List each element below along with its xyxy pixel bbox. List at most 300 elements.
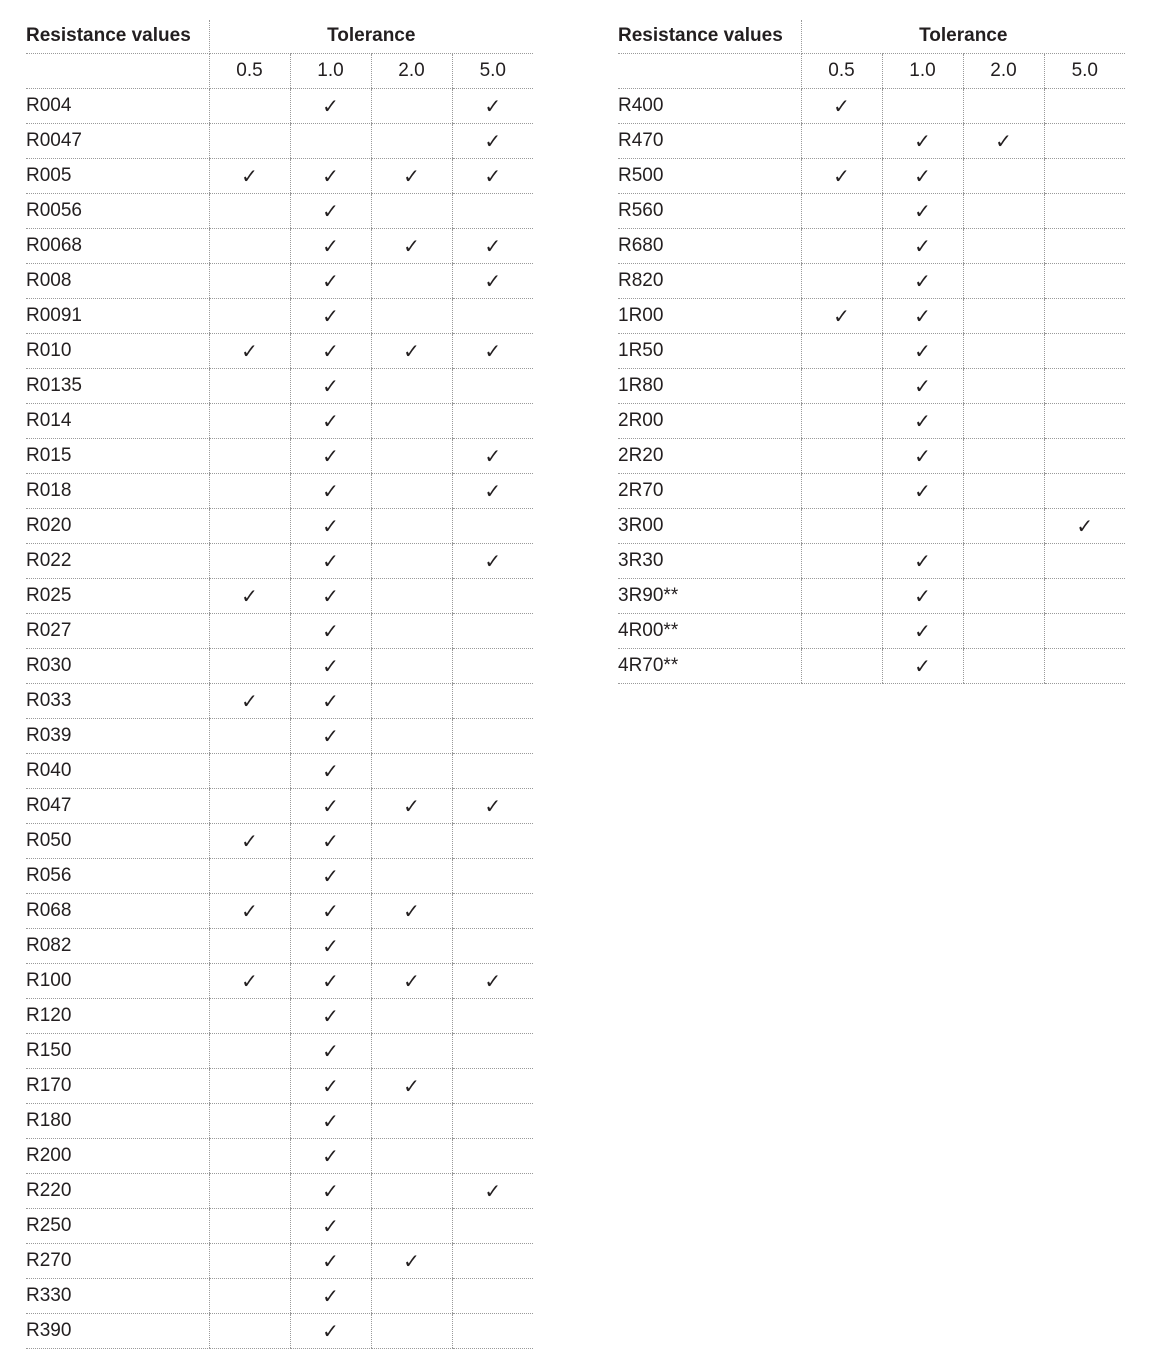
checkmark-icon: ✓ [290,1138,371,1173]
empty-cell [963,368,1044,403]
checkmark-icon: ✓ [290,333,371,368]
empty-cell [452,823,533,858]
checkmark-icon: ✓ [290,718,371,753]
empty-cell [209,788,290,823]
empty-cell [1044,403,1125,438]
empty-cell [209,1278,290,1313]
empty-cell [209,613,290,648]
empty-cell [801,438,882,473]
empty-cell [209,648,290,683]
checkmark-icon: ✓ [290,613,371,648]
checkmark-icon: ✓ [371,788,452,823]
empty-cell [1044,578,1125,613]
empty-cell [452,998,533,1033]
empty-cell [371,753,452,788]
table-row [26,473,533,508]
empty-cell [1044,543,1125,578]
table-row [26,333,533,368]
resistance-value-cell: R0068 [26,228,209,263]
empty-cell [371,683,452,718]
empty-cell [882,88,963,123]
resistance-value-cell: 2R20 [618,438,801,473]
checkmark-icon: ✓ [371,893,452,928]
empty-cell [371,123,452,158]
empty-cell [1044,123,1125,158]
table-row [618,578,1125,613]
resistance-value-cell: R180 [26,1103,209,1138]
empty-cell [452,648,533,683]
empty-cell [801,508,882,543]
empty-cell [1044,298,1125,333]
left-table-body [26,88,533,1348]
empty-cell [371,1173,452,1208]
checkmark-icon: ✓ [290,1068,371,1103]
table-row [618,228,1125,263]
empty-cell [371,1138,452,1173]
right-table-body [618,88,1125,683]
empty-cell [452,1243,533,1278]
resistance-value-cell: R500 [618,158,801,193]
empty-cell [801,228,882,263]
checkmark-icon: ✓ [290,683,371,718]
resistance-value-cell: R270 [26,1243,209,1278]
resistance-value-cell: R056 [26,858,209,893]
table-row [618,158,1125,193]
empty-cell [963,473,1044,508]
checkmark-icon: ✓ [882,473,963,508]
table-row [618,543,1125,578]
empty-cell [209,508,290,543]
checkmark-icon: ✓ [290,823,371,858]
empty-cell [290,123,371,158]
resistance-value-cell: R200 [26,1138,209,1173]
checkmark-icon: ✓ [290,963,371,998]
checkmark-icon: ✓ [371,228,452,263]
empty-cell [1044,613,1125,648]
empty-cell [452,1033,533,1068]
resistance-value-cell: R220 [26,1173,209,1208]
table-row [26,578,533,613]
resistance-value-cell: R030 [26,648,209,683]
tolerance-col-1-0: 1.0 [290,53,371,88]
empty-cell [209,1313,290,1348]
empty-cell [209,998,290,1033]
resistance-value-cell: R820 [618,263,801,298]
table-row [26,1243,533,1278]
resistance-value-cell: R015 [26,438,209,473]
table-row [26,193,533,228]
table-row [26,298,533,333]
empty-cell [452,1313,533,1348]
empty-cell [371,1033,452,1068]
table-row [618,298,1125,333]
empty-cell [209,1208,290,1243]
checkmark-icon: ✓ [371,158,452,193]
checkmark-icon: ✓ [290,1103,371,1138]
checkmark-icon: ✓ [452,963,533,998]
empty-cell [452,858,533,893]
checkmark-icon: ✓ [882,298,963,333]
empty-cell [801,123,882,158]
resistance-value-cell: R400 [618,88,801,123]
empty-cell [371,858,452,893]
table-row [26,648,533,683]
resistance-value-cell: R027 [26,613,209,648]
checkmark-icon: ✓ [290,438,371,473]
tolerance-col-5-0: 5.0 [1044,53,1125,88]
resistance-value-cell: R0091 [26,298,209,333]
tolerance-col-0-5: 0.5 [801,53,882,88]
empty-cell [452,298,533,333]
resistance-value-cell: 2R70 [618,473,801,508]
table-row [618,648,1125,683]
checkmark-icon: ✓ [209,333,290,368]
empty-cell [209,1033,290,1068]
tolerance-col-1-0: 1.0 [882,53,963,88]
empty-cell [209,1068,290,1103]
resistance-value-cell: R008 [26,263,209,298]
resistance-value-cell: 2R00 [618,403,801,438]
empty-cell [371,473,452,508]
empty-cell [801,263,882,298]
table-row [26,858,533,893]
empty-cell [963,263,1044,298]
resistance-value-cell: R068 [26,893,209,928]
empty-cell [1044,648,1125,683]
resistance-value-cell: R0135 [26,368,209,403]
empty-cell [963,333,1044,368]
empty-cell [801,403,882,438]
empty-cell [452,718,533,753]
empty-cell [371,508,452,543]
empty-cell [371,438,452,473]
empty-cell [801,193,882,228]
empty-cell [209,718,290,753]
empty-cell [963,193,1044,228]
tolerance-col-2-0: 2.0 [371,53,452,88]
resistance-value-cell: R170 [26,1068,209,1103]
empty-cell [801,613,882,648]
checkmark-icon: ✓ [882,648,963,683]
empty-cell [452,403,533,438]
empty-cell [452,613,533,648]
checkmark-icon: ✓ [290,473,371,508]
table-row [26,158,533,193]
resistance-value-cell: R330 [26,1278,209,1313]
checkmark-icon: ✓ [882,333,963,368]
checkmark-icon: ✓ [209,823,290,858]
checkmark-icon: ✓ [290,1313,371,1348]
resistance-values-header: Resistance values [26,20,209,53]
empty-cell [801,648,882,683]
checkmark-icon: ✓ [290,1173,371,1208]
table-row [26,1313,533,1348]
checkmark-icon: ✓ [290,88,371,123]
checkmark-icon: ✓ [290,403,371,438]
blank-subheader [26,53,209,88]
checkmark-icon: ✓ [882,578,963,613]
empty-cell [801,543,882,578]
checkmark-icon: ✓ [290,788,371,823]
empty-cell [801,333,882,368]
empty-cell [1044,228,1125,263]
empty-cell [209,123,290,158]
resistance-value-cell: R680 [618,228,801,263]
checkmark-icon: ✓ [882,368,963,403]
table-row [26,88,533,123]
empty-cell [452,578,533,613]
checkmark-icon: ✓ [209,158,290,193]
blank-subheader [618,53,801,88]
checkmark-icon: ✓ [882,403,963,438]
checkmark-icon: ✓ [452,438,533,473]
empty-cell [1044,473,1125,508]
empty-cell [801,473,882,508]
resistance-value-cell: R560 [618,193,801,228]
checkmark-icon: ✓ [290,1243,371,1278]
empty-cell [371,648,452,683]
checkmark-icon: ✓ [290,648,371,683]
empty-cell [1044,193,1125,228]
resistance-value-cell: R0047 [26,123,209,158]
empty-cell [209,263,290,298]
checkmark-icon: ✓ [801,158,882,193]
table-row [26,753,533,788]
empty-cell [1044,158,1125,193]
checkmark-icon: ✓ [290,508,371,543]
table-row [26,123,533,158]
resistance-value-cell: R014 [26,403,209,438]
tolerance-subheader-row [26,53,533,88]
checkmark-icon: ✓ [452,473,533,508]
table-row [618,263,1125,298]
empty-cell [371,718,452,753]
checkmark-icon: ✓ [371,1068,452,1103]
table-row [26,438,533,473]
table-row [26,1103,533,1138]
empty-cell [371,263,452,298]
checkmark-icon: ✓ [209,893,290,928]
empty-cell [963,88,1044,123]
table-row [618,403,1125,438]
empty-cell [963,228,1044,263]
empty-cell [209,228,290,263]
table-row [618,88,1125,123]
resistance-value-cell: R150 [26,1033,209,1068]
empty-cell [452,1278,533,1313]
resistance-value-cell: R020 [26,508,209,543]
resistance-value-cell: R018 [26,473,209,508]
tolerance-header: Tolerance [209,20,533,53]
empty-cell [452,508,533,543]
table-row [618,123,1125,158]
empty-cell [371,1208,452,1243]
table-row [26,543,533,578]
checkmark-icon: ✓ [290,368,371,403]
empty-cell [371,823,452,858]
empty-cell [209,473,290,508]
table-row [26,1138,533,1173]
checkmark-icon: ✓ [290,193,371,228]
checkmark-icon: ✓ [452,788,533,823]
tolerance-col-0-5: 0.5 [209,53,290,88]
empty-cell [209,193,290,228]
table-row [26,998,533,1033]
checkmark-icon: ✓ [290,578,371,613]
checkmark-icon: ✓ [882,613,963,648]
empty-cell [371,298,452,333]
right-resistance-table [618,20,1125,684]
resistance-value-cell: R100 [26,963,209,998]
table-row [618,473,1125,508]
checkmark-icon: ✓ [882,228,963,263]
empty-cell [452,1068,533,1103]
checkmark-icon: ✓ [290,263,371,298]
resistance-value-cell: R005 [26,158,209,193]
empty-cell [371,998,452,1033]
empty-cell [209,1138,290,1173]
empty-cell [452,683,533,718]
resistance-value-cell: R050 [26,823,209,858]
tolerance-header: Tolerance [801,20,1125,53]
empty-cell [963,613,1044,648]
empty-cell [209,753,290,788]
table-row [26,1033,533,1068]
empty-cell [371,88,452,123]
table-row [618,333,1125,368]
empty-cell [452,368,533,403]
table-row [26,718,533,753]
empty-cell [371,368,452,403]
empty-cell [963,578,1044,613]
table-row [26,823,533,858]
checkmark-icon: ✓ [209,683,290,718]
table-row [26,1068,533,1103]
checkmark-icon: ✓ [290,858,371,893]
empty-cell [209,543,290,578]
empty-cell [963,508,1044,543]
resistance-value-cell: R033 [26,683,209,718]
checkmark-icon: ✓ [882,263,963,298]
empty-cell [963,158,1044,193]
resistance-value-cell: R082 [26,928,209,963]
checkmark-icon: ✓ [452,263,533,298]
table-row [26,683,533,718]
empty-cell [452,1103,533,1138]
empty-cell [1044,88,1125,123]
empty-cell [209,858,290,893]
resistance-value-cell: R047 [26,788,209,823]
resistance-value-cell: R010 [26,333,209,368]
table-row [618,438,1125,473]
resistance-value-cell: R039 [26,718,209,753]
empty-cell [882,508,963,543]
resistance-value-cell: 4R70** [618,648,801,683]
resistance-values-header: Resistance values [618,20,801,53]
tolerance-col-5-0: 5.0 [452,53,533,88]
resistance-value-cell: R390 [26,1313,209,1348]
checkmark-icon: ✓ [1044,508,1125,543]
empty-cell [1044,263,1125,298]
resistance-value-cell: R025 [26,578,209,613]
empty-cell [371,1313,452,1348]
checkmark-icon: ✓ [452,543,533,578]
empty-cell [371,403,452,438]
empty-cell [1044,333,1125,368]
resistance-value-cell: 1R50 [618,333,801,368]
checkmark-icon: ✓ [963,123,1044,158]
checkmark-icon: ✓ [209,963,290,998]
resistance-value-cell: 1R00 [618,298,801,333]
table-row [26,928,533,963]
checkmark-icon: ✓ [882,158,963,193]
empty-cell [963,403,1044,438]
checkmark-icon: ✓ [371,1243,452,1278]
table-row [26,613,533,648]
resistance-value-cell: R022 [26,543,209,578]
checkmark-icon: ✓ [290,1033,371,1068]
checkmark-icon: ✓ [882,438,963,473]
table-row [26,403,533,438]
checkmark-icon: ✓ [371,963,452,998]
checkmark-icon: ✓ [801,88,882,123]
checkmark-icon: ✓ [452,88,533,123]
table-row [26,963,533,998]
empty-cell [209,298,290,333]
resistance-value-cell: R040 [26,753,209,788]
checkmark-icon: ✓ [290,998,371,1033]
checkmark-icon: ✓ [290,893,371,928]
empty-cell [452,1208,533,1243]
checkmark-icon: ✓ [290,298,371,333]
checkmark-icon: ✓ [290,543,371,578]
resistance-value-cell: 3R00 [618,508,801,543]
resistance-value-cell: 3R90** [618,578,801,613]
empty-cell [452,893,533,928]
empty-cell [801,368,882,403]
checkmark-icon: ✓ [452,158,533,193]
tolerance-subheader-row [618,53,1125,88]
checkmark-icon: ✓ [452,1173,533,1208]
table-row [26,788,533,823]
empty-cell [371,1103,452,1138]
empty-cell [371,1278,452,1313]
empty-cell [209,438,290,473]
empty-cell [801,578,882,613]
resistance-value-cell: R250 [26,1208,209,1243]
checkmark-icon: ✓ [290,753,371,788]
empty-cell [963,543,1044,578]
empty-cell [371,928,452,963]
header-row [618,20,1125,53]
empty-cell [371,613,452,648]
checkmark-icon: ✓ [882,193,963,228]
table-row [26,263,533,298]
empty-cell [963,438,1044,473]
tolerance-col-2-0: 2.0 [963,53,1044,88]
table-row [26,1208,533,1243]
empty-cell [1044,368,1125,403]
empty-cell [452,753,533,788]
empty-cell [1044,438,1125,473]
empty-cell [452,193,533,228]
checkmark-icon: ✓ [290,928,371,963]
empty-cell [963,648,1044,683]
empty-cell [209,88,290,123]
checkmark-icon: ✓ [452,123,533,158]
table-row [26,228,533,263]
table-row [26,1278,533,1313]
